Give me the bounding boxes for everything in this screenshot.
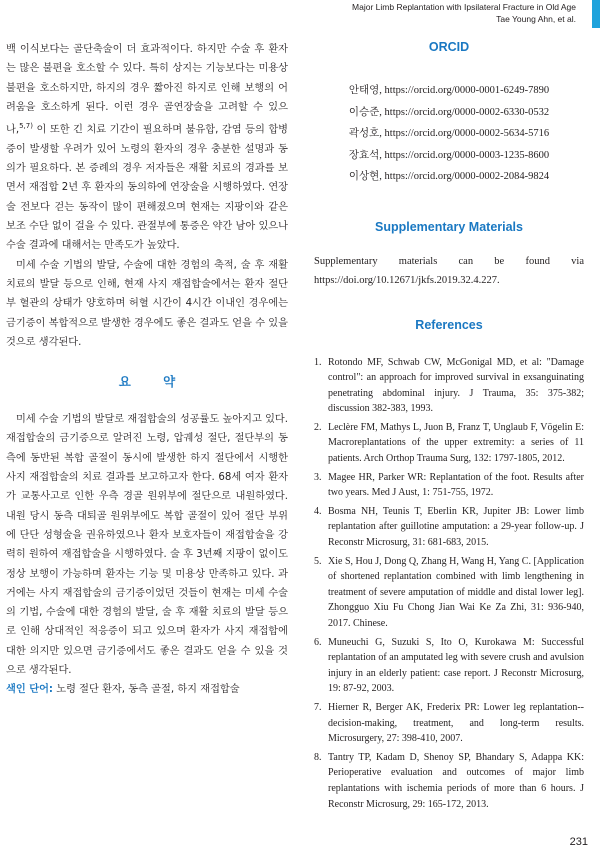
reference-item (314, 504, 584, 551)
reference-text: Rotondo MF, Schwab CW, McGonigal MD, et al: "Damage control": an approach for improved survival in exsanguinating penetrating abdominal injury. J Trauma, 35: 375-382; discussion 382-383, 1993. (328, 356, 584, 415)
orcid-item: 이승준, https://orcid.org/0000-0002-6330-0532 (348, 106, 550, 118)
reference-item (314, 554, 584, 632)
reference-number: 7. (314, 701, 322, 713)
page-number: 231 (569, 836, 588, 848)
citation-superscript: 5,7) (19, 122, 33, 131)
summary-text: 미세 수술 기법의 발달로 재접합술의 성공률도 높아지고 있다. 재접합술의 금기증으로 알려진 노령, 압궤성 절단, 절단부의 동측에 동반된 복합 골절이 동시에 발생한 하지 절단에서 시행한 사지 재접합술의 치료 결과를 보고하고자 한다. 68세 여자 환자가 교통사고로 인한 우측 경골 원위부에 절단으로 내원하였다. 내원 당시 동측 대퇴골 원위부에도 복합 골절이 있어 절단 부위에 단단 성형술을 권유하였으나 환자 보호자들이 재접합술을 강력히 원하여 재접합술을 시행하였다. 술 후 3년째 지팡이 없이도 정상 보행이 가능하며 환자는 기능 및 미용상 만족하고 있다. 과거에는 사지 재접합술의 금기증이었던 것들이 현재는 미세 수술의 기법, 수술에 대한 경험의 발달, 술 후 재활 치료의 발달 등으로 인해 상대적인 적응증이 되고 있으며 환자가 사지 재접합에 대한 의지만 있으면 금기증에서도 좋은 결과도 얻을 수 있을 것으로 생각된다. (6, 414, 288, 676)
supplementary-text: Supplementary materials can be found via https://doi.org/10.12671/jkfs.2019.32.4.227. (314, 255, 584, 286)
reference-text: Xie S, Hou J, Dong Q, Zhang H, Wang H, Yang C. [Application of shortened replantation combined with limb lengthening in treatment of severe amputation of middle and distal lower leg]. Zhongguo Xiu Fu Chong Jian Wai Ke Za Zhi, 31: 936-940, 2017. Chinese. (328, 555, 584, 629)
discussion-paragraph-1-rest: 이 또한 긴 치료 기간이 필요하며 불유합, 감염 등의 합병증이 발생할 우려가 있어 노령의 환자의 경우 충분한 설명과 동의가 필요하다. 본 증례의 경우 저자들은 재활 치료의 경과를 보면서 재접합 2년 후 환자의 동의하에 연장술을 시행하였다. 연장술 전보다 걷는 동작이 많이 편해졌으며 현재는 지팡이와 같은 보조 수단 없이 걸을 수 있다. 관절부에 통증은 약간 남아 있으나 수술 결과에 대해서는 만족도가 높았다. (6, 124, 288, 252)
reference-number: 5. (314, 555, 322, 567)
orcid-item: 이상현, https://orcid.org/0000-0002-2084-9824 (348, 171, 550, 182)
reference-text: Leclère FM, Mathys L, Juon B, Franz T, Unglaub F, Vögelin E: Macroreplantations of the upper extremity: a series of 11 patients. Arch Orthop Trauma Surg, 132: 1797-1805, 2012. (328, 421, 584, 465)
discussion-paragraph-1-start: 백 이식보다는 골단축술이 더 효과적이다. 하지만 수술 후 환자는 많은 불편을 호소할 수 있다. 특히 상지는 기능보다는 미용상 불편을 호소하지만, 하지의 경우 짧아진 하지로 인해 보행의 어려움을 호소하게 된다. 이런 경우 골연장술을 고려할 수 있으나, (6, 44, 288, 136)
header-accent-bar (592, 0, 600, 28)
discussion-paragraph-2: 미세 수술 기법의 발달, 수술에 대한 경험의 축적, 술 후 재활 치료의 발달 등으로 인해, 현재 사지 재접합술에서는 환자 절단부 혈관의 상태가 양호하며 허혈 시간이 4시간 이내인 경우에는 금기증이 복합적으로 발생한 경우에도 좋은 결과도 얻을 수 있을 것으로 생각된다. (6, 259, 288, 348)
reference-number: 2. (314, 421, 322, 433)
orcid-list (314, 80, 584, 188)
keywords (6, 680, 288, 699)
reference-number: 4. (314, 505, 322, 517)
orcid-item: 곽성호, https://orcid.org/0000-0002-5634-5716 (348, 128, 550, 139)
reference-text: Muneuchi G, Suzuki S, Ito O, Kurokawa M: Successful replantation of an amputated leg with severe crush and avulsion injury in an elderly patient: case report. J Reconstr Microsurg, 19: 87-92, 2003. (328, 636, 584, 695)
right-column (314, 40, 584, 815)
orcid-item: 안태영, https://orcid.org/0000-0001-6249-7890 (348, 85, 550, 96)
references-title: References (415, 317, 483, 332)
reference-item (314, 470, 584, 501)
reference-list (314, 355, 584, 813)
reference-item (314, 420, 584, 467)
reference-item (314, 635, 584, 697)
running-title: Major Limb Replantation with Ipsilateral Fracture in Old Age (352, 2, 576, 12)
reference-number: 3. (314, 471, 322, 483)
reference-item (314, 355, 584, 417)
left-column (6, 40, 288, 700)
reference-number: 1. (314, 356, 322, 368)
running-authors: Tae Young Ahn, et al. (496, 14, 576, 24)
orcid-item: 장효석, https://orcid.org/0000-0003-1235-8600 (348, 149, 550, 161)
reference-number: 6. (314, 636, 322, 648)
orcid-title: ORCID (428, 40, 470, 54)
discussion-paragraph-1 (6, 40, 288, 256)
running-header (0, 0, 600, 30)
reference-item (314, 700, 584, 747)
reference-text: Hierner R, Berger AK, Frederix PR: Lower leg replantation--decision-making, treatment, and long-term results. Microsurgery, 27: 398-410, 2007. (328, 701, 584, 745)
reference-text: Bosma NH, Teunis T, Eberlin KR, Jupiter JB: Lower limb replantation after guillotine amputation: a 29-year follow-up. J Reconstr Microsurg, 31: 681-683, 2015. (328, 505, 584, 549)
reference-item (314, 750, 584, 812)
reference-text: Magee HR, Parker WR: Replantation of the foot. Results after two years. Med J Aust, 1: 751-755, 1972. (328, 471, 584, 499)
summary-title: 요 약 (118, 374, 190, 390)
keywords-text: 노령 절단 환자, 동측 골절, 하지 재접합술 (53, 684, 240, 696)
keywords-label: 색인 단어: (6, 684, 53, 696)
reference-text: Tantry TP, Kadam D, Shenoy SP, Bhandary S, Adappa KK: Perioperative evaluation and outcomes of major limb replantations with ischemia periods of more than 6 hours. J Reconstr Microsurg, 29: 165-172, 2013. (328, 751, 584, 810)
supplementary-title: Supplementary Materials (375, 219, 523, 234)
reference-number: 8. (314, 751, 322, 763)
